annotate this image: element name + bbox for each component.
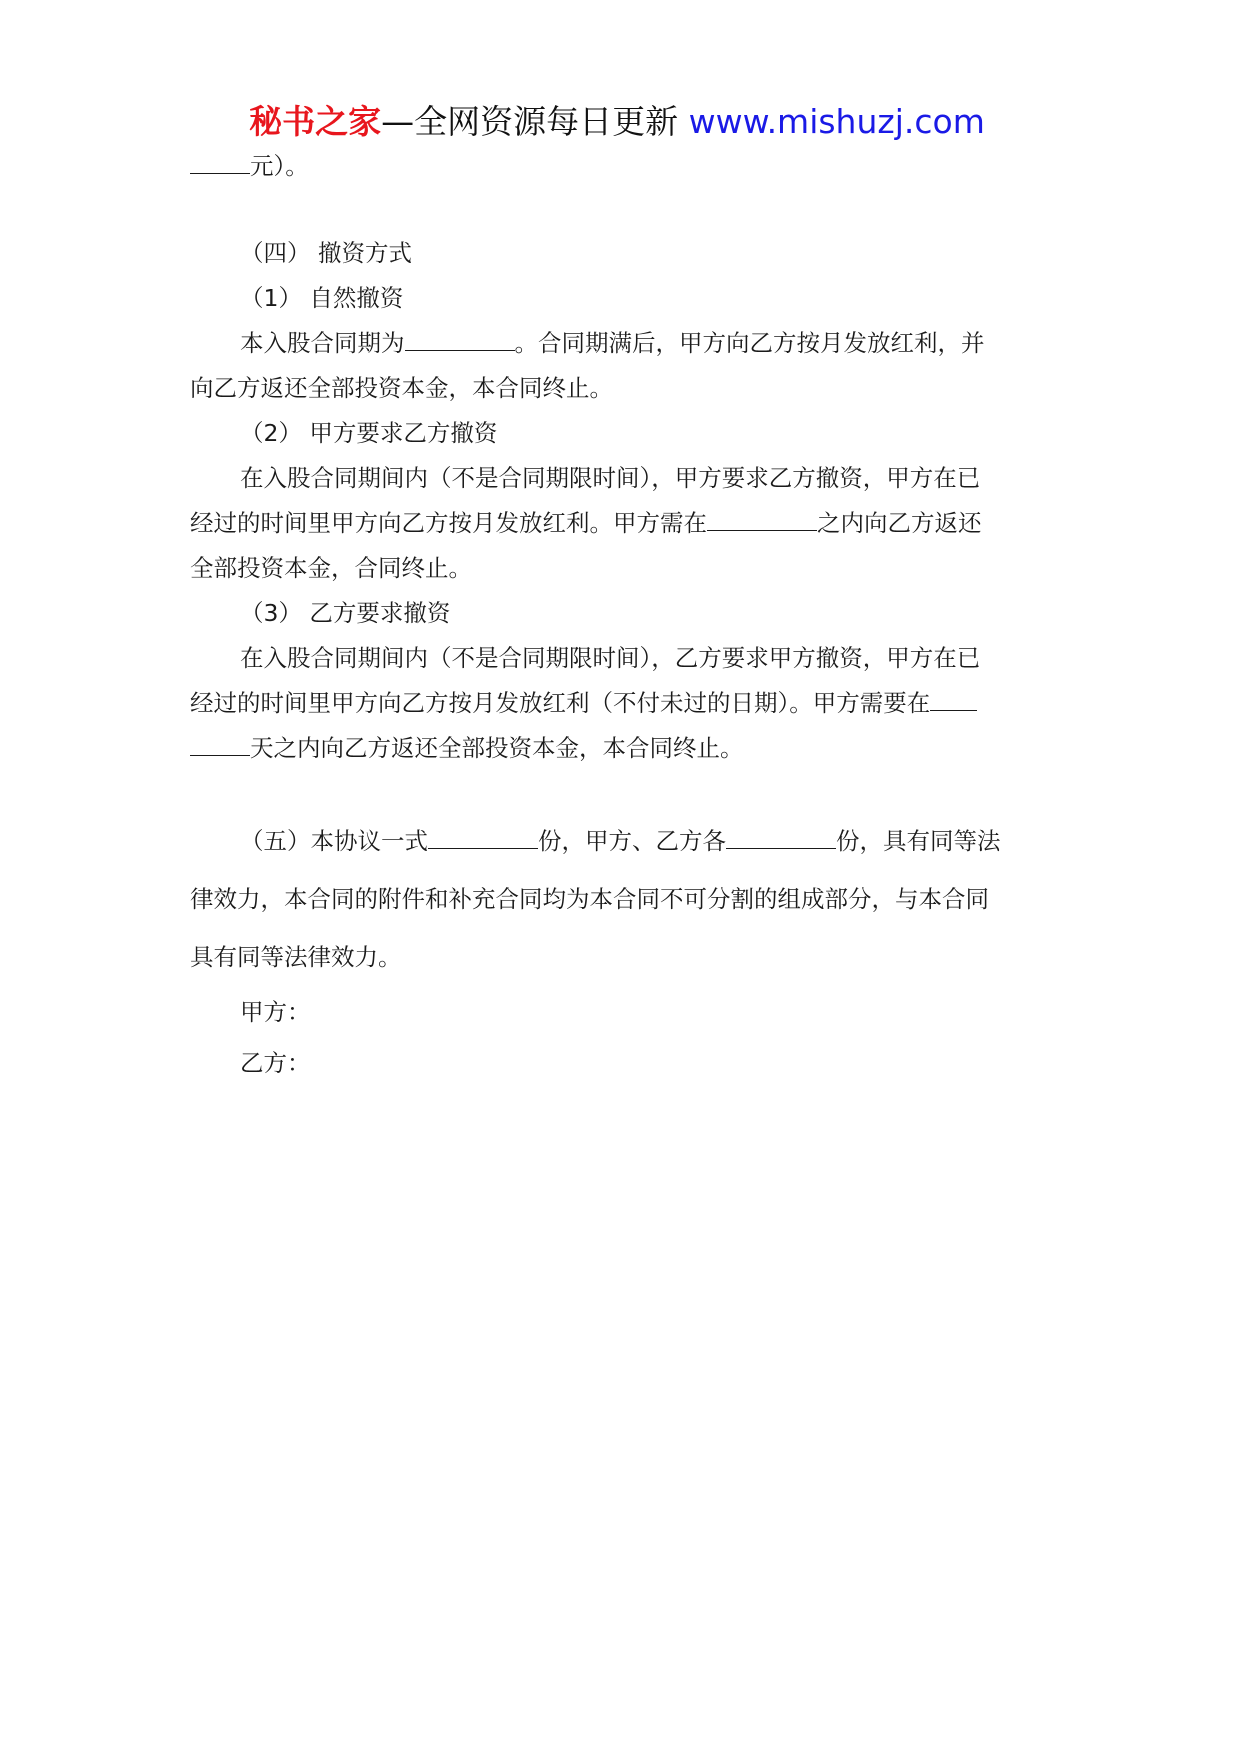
fill-in-blank-copies-each[interactable] [726,826,836,849]
text: 本入股合同期为 [240,329,405,357]
paragraph-yuan-tail [190,150,309,182]
item-2-paragraph-line-3: 全部投资本金，合同终止。 [190,554,472,582]
section-5-paragraph-line-3: 具有同等法律效力。 [190,943,402,971]
item-3-paragraph-line-2 [190,687,977,719]
text: 之内向乙方返还 [817,509,982,537]
fill-in-blank-days-part-2[interactable] [190,733,250,756]
item-3-heading: （3） 乙方要求撤资 [240,599,451,627]
item-3-paragraph-line-1: 在入股合同期间内（不是合同期限时间），乙方要求甲方撤资，甲方在已 [240,644,981,672]
section-4-heading: （四） 撤资方式 [240,239,412,267]
fill-in-blank-return-period[interactable] [707,508,817,531]
item-2-paragraph-line-2 [190,507,982,539]
item-2-heading: （2） 甲方要求乙方撤资 [240,419,498,447]
fill-in-blank-days-part-1[interactable] [930,688,977,711]
header-slogan: —全网资源每日更新 [381,102,679,141]
text: 份，甲方、乙方各 [538,827,726,855]
section-5-paragraph-line-1 [240,825,1001,857]
item-3-paragraph-line-3 [190,732,744,764]
site-header-banner [0,100,1234,144]
party-a-signature-label: 甲方： [240,998,311,1026]
fill-in-blank[interactable] [190,151,250,174]
section-5-paragraph-line-2: 律效力，本合同的附件和补充合同均为本合同不可分割的组成部分，与本合同 [190,885,989,913]
item-2-paragraph-line-1: 在入股合同期间内（不是合同期限时间），甲方要求乙方撤资，甲方在已 [240,464,981,492]
text: 天之内向乙方返还全部投资本金，本合同终止。 [250,734,744,762]
item-1-paragraph-line-2: 向乙方返还全部投资本金，本合同终止。 [190,374,613,402]
item-1-paragraph-line-1 [240,327,985,359]
text: 经过的时间里甲方向乙方按月发放红利。甲方需在 [190,509,707,537]
site-url-link[interactable]: www.mishuzj.com [688,102,985,141]
text: 。合同期满后，甲方向乙方按月发放红利，并 [514,329,985,357]
text: 经过的时间里甲方向乙方按月发放红利（不付未过的日期）。甲方需要在 [190,689,931,717]
fill-in-blank-contract-period[interactable] [405,328,515,351]
text: （五）本协议一式 [240,827,428,855]
item-1-heading: （1） 自然撤资 [240,284,404,312]
text: 元）。 [250,152,309,180]
text: 份，具有同等法 [836,827,1001,855]
brand-name: 秘书之家 [249,102,382,141]
party-b-signature-label: 乙方： [240,1049,311,1077]
fill-in-blank-copies-total[interactable] [428,826,538,849]
